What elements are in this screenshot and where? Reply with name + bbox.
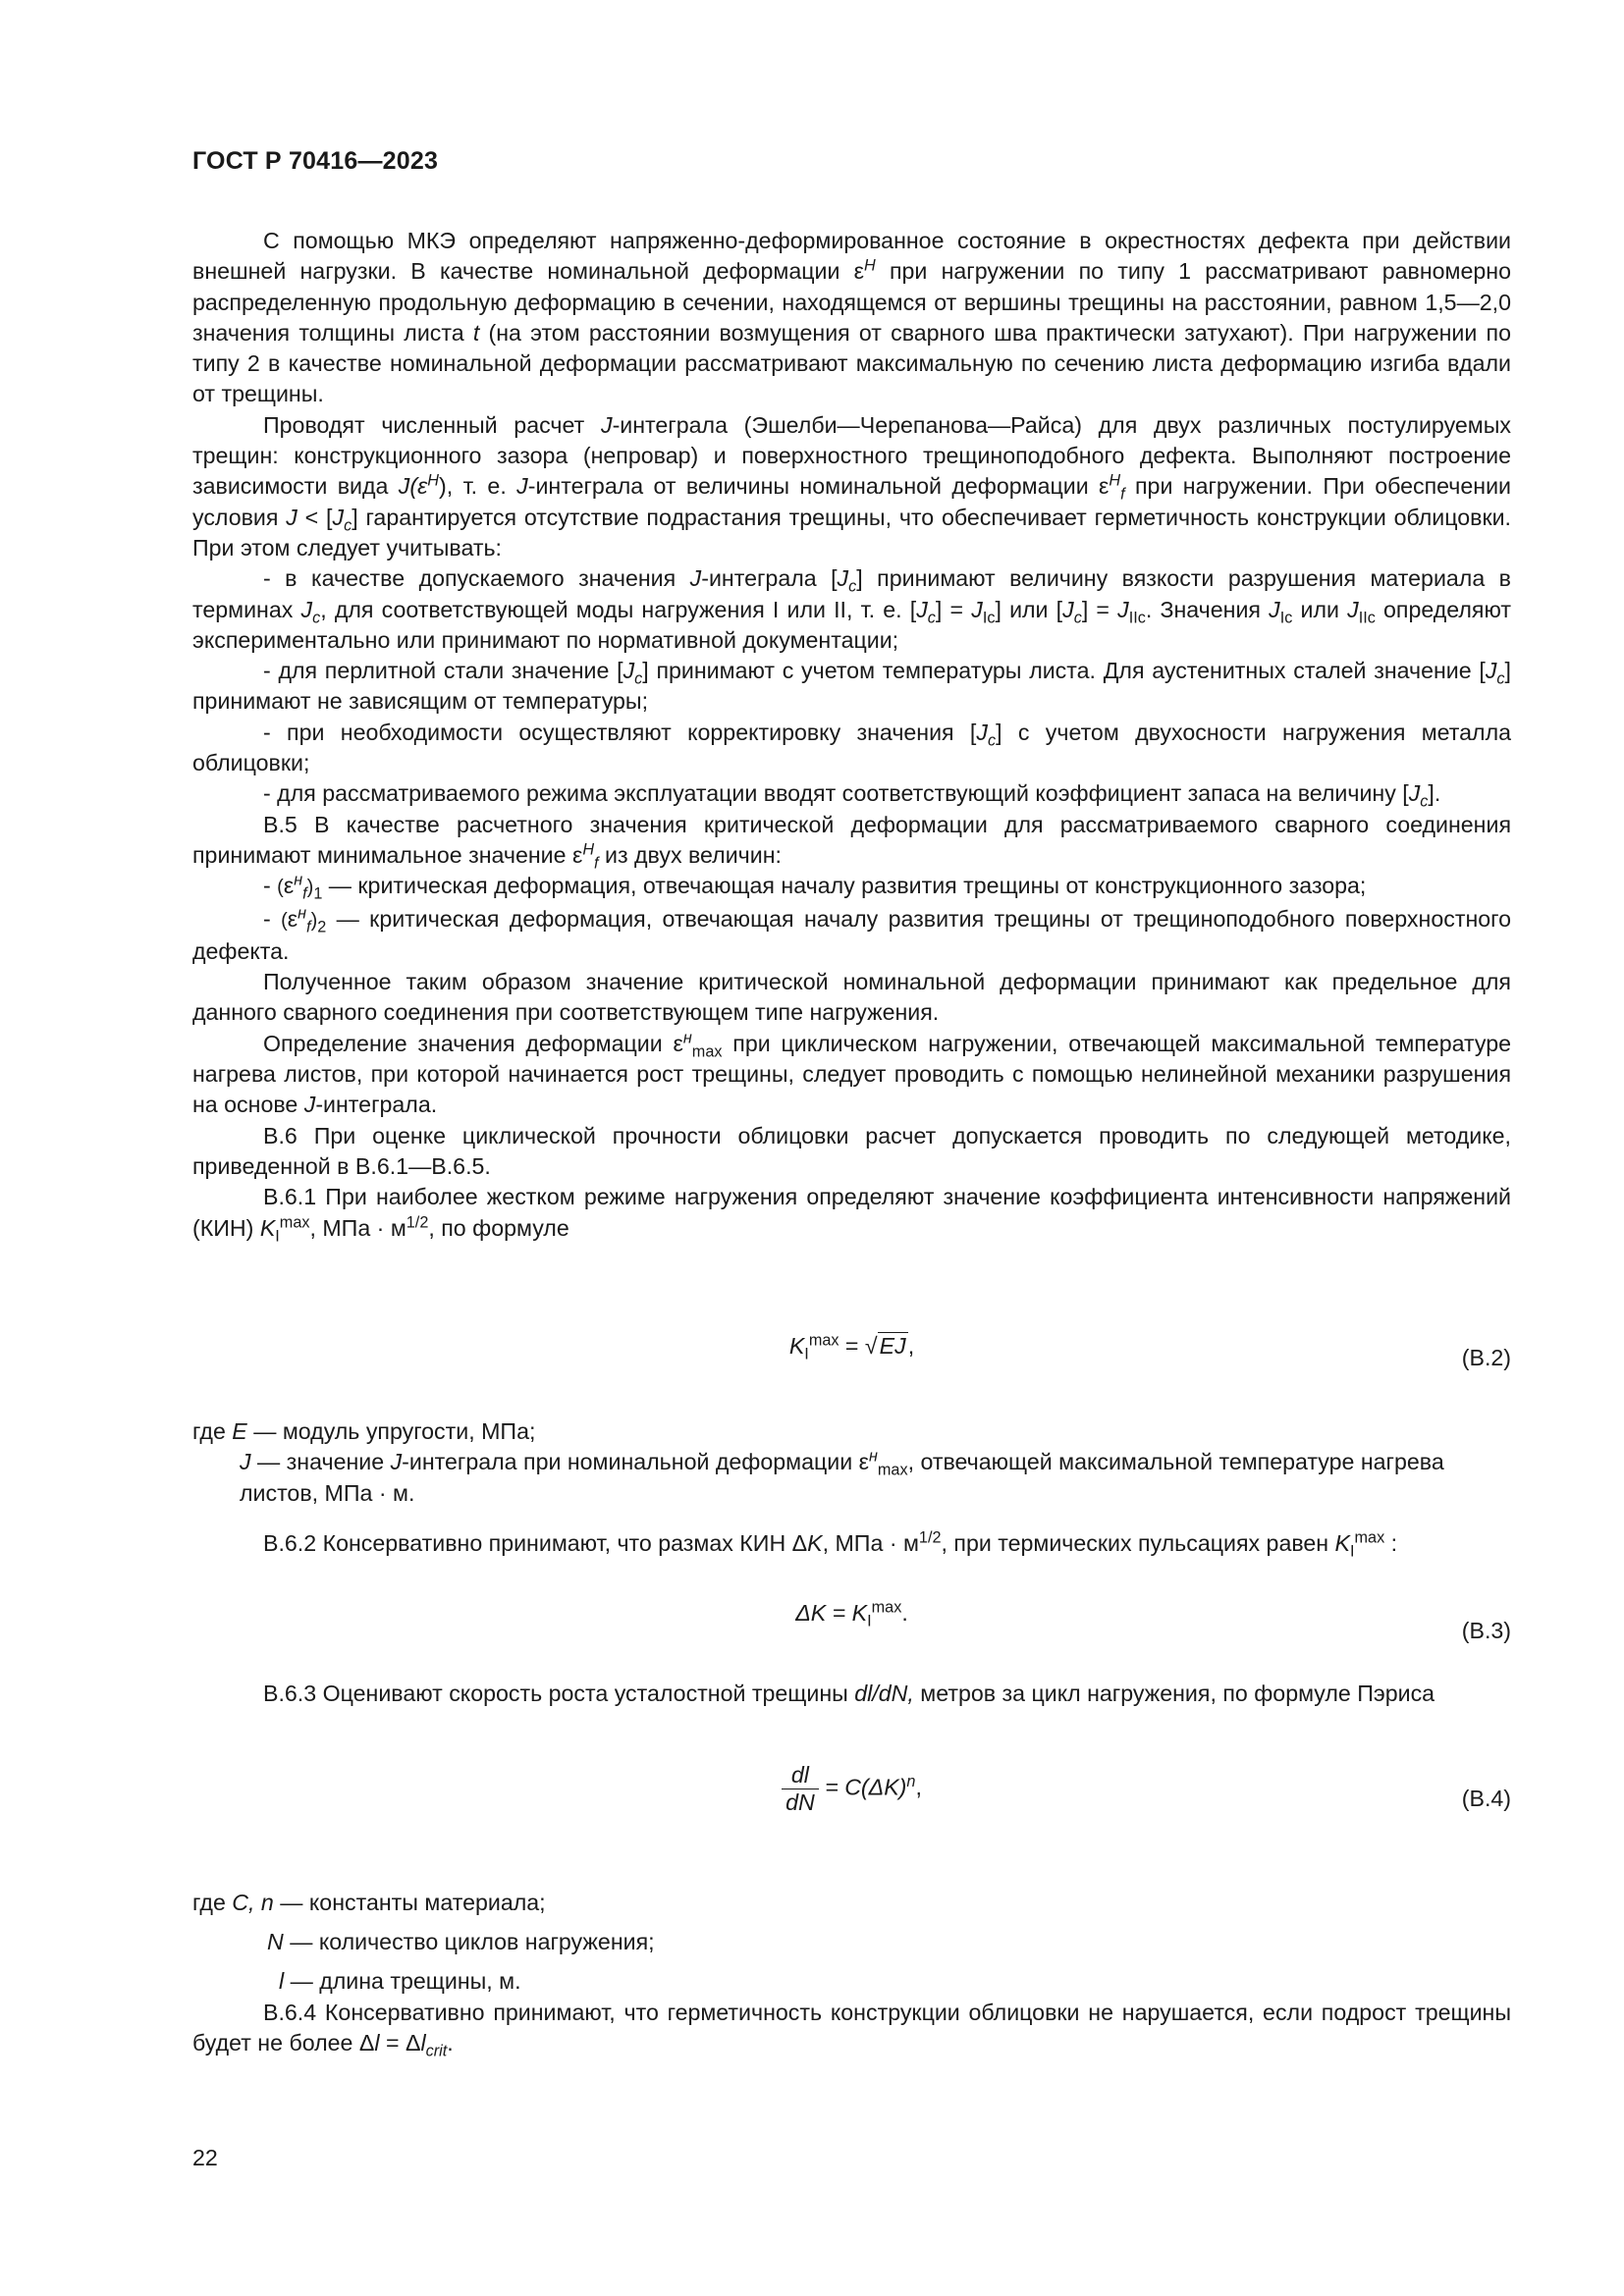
bullet-item: - для перлитной стали значение $[J_c]$ принимают с учетом температуры листа. Для аустенитных сталей значение $[J_c]$ принимают не зависящим от температуры; [192,658,1511,715]
where-item: N — количество циклов нагружения; [267,1929,655,1954]
page-number: 22 [192,2145,218,2170]
bullet-item: - $(\varepsilon^н_f)_2$ — критическая деформация, отвечающая началу развития трещины от трещиноподобного поверхностного дефекта. [192,903,1511,964]
paragraph-b62: В.6.2 Консервативно принимают, что размах КИН ΔK, МПа · $м^{1/2}$, при термических пульсациях равен $K_I^{max}$ : [263,1528,1398,1561]
paragraph: В.6.1 При наиболее жестком режиме нагружения определяют значение коэффициента интенсивности напряжений (КИН) $K_I^{max}$, МПа · $м^{1/2}$, по формуле [192,1184,1511,1246]
paragraph: Полученное таким образом значение критической номинальной деформации принимают как предельное для данного сварного соединения при соответствующем типе нагружения. [192,969,1511,1026]
formula-b4-expression: $\frac{dl}{dN}$ = $C(\Delta K)^n$, [192,1762,1511,1816]
paragraph: В.6 При оценке циклической прочности облицовки расчет допускается проводить по следующей методике, приведенной в В.6.1—В.6.5. [192,1122,1511,1179]
document-header: ГОСТ Р 70416—2023 [192,147,439,175]
formula-number: (В.3) [1461,1618,1511,1643]
where-item: J — значение J-интеграла при номинальной деформации $\varepsilon^н_{max}$, отвечающей максимальной температуре нагрева листов, МПа · м. [240,1447,1444,1506]
paragraph: Проводят численный расчет J-интеграла (Эшелби—Черепанова—Райса) для двух различных постулируемых трещин: конструкционного зазора (непровар) и поверхностного трещиноподобного дефекта. Выполняют построение зависимости вида $J(\varepsilon^H)$, т. е. J-интеграла от величины номинальной деформации $\varepsilon^H_f$ при нагружении. При обеспечении условия $J < [J_c]$ гарантируется отсутствие подрастания трещины, что обеспечивает герметичность конструкции облицовки. При этом следует учитывать: [192,411,1511,561]
where-item: где C, n — константы материала; [192,1890,546,1915]
bullet-item: - при необходимости осуществляют корректировку значения $[J_c]$ с учетом двухосности нагружения металла облицовки; [192,719,1511,776]
where-item: где E — модуль упругости, МПа; [192,1418,536,1444]
body-text [192,226,1511,1244]
bullet-item: - в качестве допускаемого значения J-интеграла $[J_c]$ принимают величину вязкости разрушения материала в терминах $J_c$, для соответствующей моды нагружения I или II, т. е. $[J_c] = J_{Ic}$] или $[J_c] = J_{IIc}$. Значения $J_{Ic}$ или $J_{IIc}$ определяют экспериментально или принимают по нормативной документации; [192,565,1511,653]
formula-b2-expression: $K_I^{max} = √EJ$, [788,1331,915,1363]
bullet-item: - для рассматриваемого режима эксплуатации вводят соответствующий коэффициент запаса на величину $[J_c]$. [263,780,1441,811]
formula-number: (В.4) [1461,1786,1511,1811]
where-item: l — длина трещины, м. [279,1968,521,1994]
paragraph: Определение значения деформации $\varepsilon^н_{max}$ при циклическом нагружении, отвечающей максимальной температуре нагрева листов, при которой начинается рост трещины, следует проводить с помощью нелинейной механики разрушения на основе J-интеграла. [192,1028,1511,1118]
formula-b3-expression: $\Delta K = K_I^{max}$. [795,1598,908,1630]
formula-number: (В.2) [1461,1345,1511,1370]
paragraph: В.5 В качестве расчетного значения критической деформации для рассматриваемого сварного соединения принимают минимальное значение $\varepsilon^H_f$ из двух величин: [192,811,1511,873]
paragraph: С помощью МКЭ определяют напряженно-деформированное состояние в окрестностях дефекта при действии внешней нагрузки. В качестве номинальной деформации $\varepsilon^H$ при нагружении по типу 1 рассматривают равномерно распределенную продольную деформацию в сечении, находящемся от вершины трещины на расстоянии, равном 1,5—2,0 значения толщины листа t (на этом расстоянии возмущения от сварного шва практически затухают). При нагружении по типу 2 в качестве номинальной деформации рассматривают максимальную по сечению листа деформацию изгиба вдали от трещины. [192,228,1511,407]
paragraph-b64: В.6.4 Консервативно принимают, что герметичность конструкции облицовки не нарушается, если подрост трещины будет не более $\Delta l = \Delta l_{crit}$. [192,2000,1511,2060]
where-block-1 [192,1416,1511,1509]
bullet-item: - $(\varepsilon^н_f)_1$ — критическая деформация, отвечающая началу развития трещины от конструкционного зазора; [263,871,1367,903]
paragraph-b63: В.6.3 Оценивают скорость роста усталостной трещины dl/dN, метров за цикл нагружения, по формуле Пэриса [263,1681,1435,1706]
where-block-2 [192,1883,1511,2001]
